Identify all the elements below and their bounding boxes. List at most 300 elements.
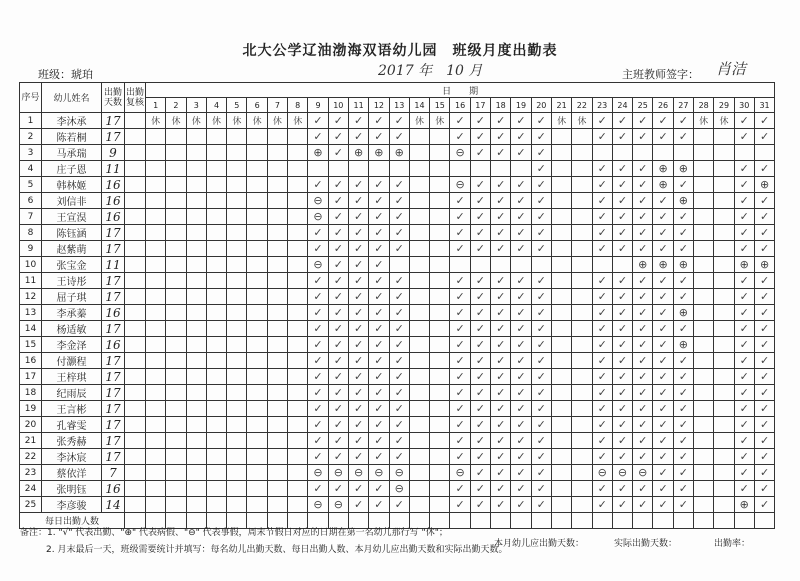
day-header-17: 17	[470, 98, 490, 113]
present-mark: ✓	[734, 241, 754, 257]
attendance-cell	[450, 257, 470, 273]
present-mark: ✓	[511, 273, 531, 289]
attendance-cell	[308, 161, 328, 177]
attendance-cell	[694, 337, 714, 353]
attendance-cell	[572, 241, 592, 257]
child-row	[20, 417, 775, 433]
present-mark: ✓	[531, 289, 551, 305]
attendance-cell	[288, 369, 308, 385]
attendance-cell	[409, 145, 429, 161]
attendance-cell	[430, 497, 450, 513]
attendance-cell	[430, 273, 450, 289]
child-name: 王宣淏	[42, 209, 102, 225]
present-mark: ✓	[450, 337, 470, 353]
child-name: 杨适敏	[42, 321, 102, 337]
present-mark: ✓	[308, 113, 328, 129]
present-mark: ✓	[470, 465, 490, 481]
present-mark: ✓	[450, 129, 470, 145]
child-return-check	[125, 321, 146, 337]
present-mark: ✓	[734, 369, 754, 385]
month-date: 2017 年 10 月	[378, 63, 483, 79]
attendance-cell	[166, 225, 186, 241]
attendance-cell	[531, 257, 551, 273]
attendance-cell	[572, 369, 592, 385]
attendance-cell	[166, 289, 186, 305]
present-mark: ✓	[369, 289, 389, 305]
present-mark: ✓	[531, 225, 551, 241]
rest-day-mark: 休	[146, 113, 166, 129]
child-return-check	[125, 161, 146, 177]
present-mark: ✓	[328, 353, 348, 369]
child-index: 21	[20, 433, 42, 449]
present-mark: ✓	[470, 113, 490, 129]
attendance-cell	[694, 193, 714, 209]
present-mark: ✓	[531, 337, 551, 353]
attendance-cell	[409, 385, 429, 401]
child-index: 7	[20, 209, 42, 225]
day-header-8: 8	[288, 98, 308, 113]
present-mark: ✓	[348, 113, 368, 129]
present-mark: ✓	[653, 321, 673, 337]
child-row	[20, 225, 775, 241]
present-mark: ✓	[328, 401, 348, 417]
header-return-check: 出勤复核	[125, 83, 146, 113]
present-mark: ✓	[754, 113, 774, 129]
present-mark: ✓	[328, 209, 348, 225]
present-mark: ✓	[633, 353, 653, 369]
present-mark: ✓	[592, 433, 612, 449]
attendance-cell	[206, 145, 226, 161]
child-attendance-days: 16	[102, 193, 125, 209]
attendance-cell	[288, 241, 308, 257]
present-mark: ✓	[734, 401, 754, 417]
present-mark: ✓	[369, 273, 389, 289]
present-mark: ✓	[450, 305, 470, 321]
sick-leave-mark: ⊕	[348, 145, 368, 161]
attendance-cell	[754, 145, 774, 161]
day-header-7: 7	[267, 98, 287, 113]
child-row	[20, 273, 775, 289]
present-mark: ✓	[389, 417, 409, 433]
child-name: 张明钰	[42, 481, 102, 497]
child-name: 马承瑞	[42, 145, 102, 161]
present-mark: ✓	[592, 481, 612, 497]
attendance-cell	[369, 161, 389, 177]
attendance-cell	[551, 449, 571, 465]
attendance-cell	[186, 449, 206, 465]
present-mark: ✓	[348, 257, 368, 273]
child-attendance-days: 17	[102, 113, 125, 129]
attendance-cell	[714, 417, 734, 433]
attendance-cell	[227, 273, 247, 289]
child-name: 王诗彤	[42, 273, 102, 289]
present-mark: ✓	[612, 113, 632, 129]
daily-total-cell	[734, 513, 754, 529]
child-row	[20, 497, 775, 513]
day-header-10: 10	[328, 98, 348, 113]
present-mark: ✓	[450, 369, 470, 385]
child-name: 屈子琪	[42, 289, 102, 305]
header-attendance-days: 出勤天数	[102, 83, 125, 113]
attendance-cell	[409, 353, 429, 369]
present-mark: ✓	[673, 449, 693, 465]
attendance-cell	[409, 433, 429, 449]
attendance-cell	[328, 161, 348, 177]
attendance-cell	[572, 273, 592, 289]
present-mark: ✓	[673, 481, 693, 497]
note-due-days: 本月幼儿应出勤天数：	[494, 539, 585, 549]
day-header-29: 29	[714, 98, 734, 113]
attendance-cell	[714, 273, 734, 289]
present-mark: ✓	[592, 353, 612, 369]
present-mark: ✓	[450, 353, 470, 369]
present-mark: ✓	[673, 209, 693, 225]
present-mark: ✓	[633, 321, 653, 337]
present-mark: ✓	[470, 417, 490, 433]
attendance-cell	[206, 417, 226, 433]
attendance-cell	[572, 353, 592, 369]
attendance-cell	[166, 369, 186, 385]
attendance-cell	[206, 161, 226, 177]
present-mark: ✓	[734, 177, 754, 193]
attendance-cell	[288, 449, 308, 465]
present-mark: ✓	[734, 113, 754, 129]
attendance-cell	[572, 129, 592, 145]
present-mark: ✓	[470, 449, 490, 465]
present-mark: ✓	[511, 129, 531, 145]
day-header-3: 3	[186, 98, 206, 113]
present-mark: ✓	[511, 465, 531, 481]
present-mark: ✓	[653, 129, 673, 145]
present-mark: ✓	[348, 385, 368, 401]
present-mark: ✓	[491, 305, 511, 321]
present-mark: ✓	[754, 225, 774, 241]
present-mark: ✓	[511, 417, 531, 433]
child-index: 9	[20, 241, 42, 257]
daily-total-cell	[531, 513, 551, 529]
attendance-cell	[430, 401, 450, 417]
present-mark: ✓	[328, 193, 348, 209]
attendance-cell	[267, 417, 287, 433]
personal-leave-mark: ⊖	[308, 209, 328, 225]
attendance-cell	[572, 337, 592, 353]
present-mark: ✓	[653, 209, 673, 225]
attendance-cell	[247, 433, 267, 449]
header-date-group: 日 期	[146, 83, 775, 98]
present-mark: ✓	[633, 241, 653, 257]
attendance-cell	[572, 433, 592, 449]
attendance-cell	[166, 129, 186, 145]
daily-total-cell	[511, 513, 531, 529]
present-mark: ✓	[348, 305, 368, 321]
day-header-5: 5	[227, 98, 247, 113]
present-mark: ✓	[328, 289, 348, 305]
present-mark: ✓	[633, 497, 653, 513]
child-name: 陈钰涵	[42, 225, 102, 241]
present-mark: ✓	[633, 481, 653, 497]
child-row	[20, 289, 775, 305]
attendance-cell	[267, 497, 287, 513]
attendance-cell	[146, 273, 166, 289]
attendance-cell	[430, 225, 450, 241]
attendance-cell	[633, 145, 653, 161]
present-mark: ✓	[754, 193, 774, 209]
present-mark: ✓	[328, 241, 348, 257]
daily-total-cell	[470, 513, 490, 529]
present-mark: ✓	[308, 225, 328, 241]
child-return-check	[125, 465, 146, 481]
attendance-cell	[186, 481, 206, 497]
attendance-cell	[288, 225, 308, 241]
present-mark: ✓	[612, 241, 632, 257]
attendance-cell	[146, 417, 166, 433]
present-mark: ✓	[653, 465, 673, 481]
present-mark: ✓	[511, 113, 531, 129]
attendance-cell	[227, 369, 247, 385]
child-row	[20, 401, 775, 417]
attendance-cell	[409, 289, 429, 305]
attendance-cell	[491, 161, 511, 177]
attendance-cell	[572, 449, 592, 465]
day-header-28: 28	[694, 98, 714, 113]
present-mark: ✓	[592, 321, 612, 337]
attendance-cell	[206, 177, 226, 193]
attendance-cell	[186, 241, 206, 257]
attendance-cell	[166, 161, 186, 177]
attendance-cell	[430, 145, 450, 161]
present-mark: ✓	[328, 321, 348, 337]
sick-leave-mark: ⊕	[673, 257, 693, 273]
attendance-cell	[186, 129, 206, 145]
present-mark: ✓	[450, 449, 470, 465]
present-mark: ✓	[511, 193, 531, 209]
present-mark: ✓	[754, 321, 774, 337]
child-row	[20, 145, 775, 161]
attendance-cell	[572, 209, 592, 225]
attendance-cell	[267, 321, 287, 337]
child-name: 刘信非	[42, 193, 102, 209]
present-mark: ✓	[653, 401, 673, 417]
present-mark: ✓	[308, 385, 328, 401]
personal-leave-mark: ⊖	[450, 177, 470, 193]
note-line-1: 备注：1. "√" 代表出勤、"⊕" 代表病假、"⊖" 代表事假，周末节假日对应的日期在第一名幼儿那行写 "休"；	[20, 528, 448, 538]
present-mark: ✓	[470, 401, 490, 417]
present-mark: ✓	[348, 321, 368, 337]
attendance-cell	[714, 369, 734, 385]
attendance-cell	[227, 129, 247, 145]
present-mark: ✓	[531, 145, 551, 161]
child-return-check	[125, 193, 146, 209]
present-mark: ✓	[754, 497, 774, 513]
attendance-cell	[714, 465, 734, 481]
present-mark: ✓	[734, 129, 754, 145]
present-mark: ✓	[348, 417, 368, 433]
attendance-cell	[247, 241, 267, 257]
present-mark: ✓	[734, 449, 754, 465]
present-mark: ✓	[308, 321, 328, 337]
attendance-cell	[694, 465, 714, 481]
personal-leave-mark: ⊖	[450, 145, 470, 161]
child-attendance-days: 7	[102, 465, 125, 481]
child-name: 赵紫萌	[42, 241, 102, 257]
attendance-cell	[430, 321, 450, 337]
attendance-cell	[430, 193, 450, 209]
present-mark: ✓	[734, 193, 754, 209]
attendance-cell	[694, 145, 714, 161]
attendance-cell	[653, 145, 673, 161]
attendance-cell	[146, 481, 166, 497]
attendance-cell	[551, 497, 571, 513]
attendance-cell	[409, 337, 429, 353]
present-mark: ✓	[592, 129, 612, 145]
daily-total-cell	[491, 513, 511, 529]
present-mark: ✓	[389, 209, 409, 225]
present-mark: ✓	[531, 481, 551, 497]
attendance-cell	[551, 225, 571, 241]
attendance-cell	[206, 129, 226, 145]
attendance-cell	[288, 129, 308, 145]
child-attendance-days: 16	[102, 481, 125, 497]
present-mark: ✓	[612, 449, 632, 465]
attendance-cell	[694, 177, 714, 193]
present-mark: ✓	[734, 417, 754, 433]
day-header-11: 11	[348, 98, 368, 113]
attendance-cell	[227, 401, 247, 417]
attendance-cell	[288, 353, 308, 369]
present-mark: ✓	[348, 129, 368, 145]
present-mark: ✓	[754, 385, 774, 401]
attendance-cell	[288, 481, 308, 497]
present-mark: ✓	[389, 289, 409, 305]
present-mark: ✓	[531, 113, 551, 129]
present-mark: ✓	[369, 385, 389, 401]
attendance-cell	[572, 177, 592, 193]
child-attendance-days: 9	[102, 145, 125, 161]
present-mark: ✓	[633, 433, 653, 449]
present-mark: ✓	[470, 209, 490, 225]
attendance-cell	[551, 321, 571, 337]
present-mark: ✓	[308, 401, 328, 417]
attendance-cell	[551, 417, 571, 433]
rest-day-mark: 休	[288, 113, 308, 129]
attendance-cell	[206, 433, 226, 449]
present-mark: ✓	[734, 465, 754, 481]
attendance-cell	[186, 273, 206, 289]
rest-day-mark: 休	[186, 113, 206, 129]
present-mark: ✓	[754, 481, 774, 497]
sick-leave-mark: ⊕	[653, 161, 673, 177]
attendance-cell	[714, 433, 734, 449]
attendance-cell	[186, 417, 206, 433]
attendance-cell	[288, 433, 308, 449]
child-attendance-days: 17	[102, 129, 125, 145]
present-mark: ✓	[531, 305, 551, 321]
attendance-cell	[206, 353, 226, 369]
present-mark: ✓	[511, 209, 531, 225]
present-mark: ✓	[592, 337, 612, 353]
attendance-cell	[206, 449, 226, 465]
child-index: 25	[20, 497, 42, 513]
present-mark: ✓	[612, 401, 632, 417]
attendance-cell	[186, 433, 206, 449]
attendance-cell	[430, 177, 450, 193]
child-index: 22	[20, 449, 42, 465]
attendance-table	[19, 82, 775, 529]
attendance-cell	[146, 241, 166, 257]
present-mark: ✓	[369, 193, 389, 209]
attendance-cell	[409, 449, 429, 465]
child-row	[20, 385, 775, 401]
personal-leave-mark: ⊖	[308, 257, 328, 273]
present-mark: ✓	[754, 241, 774, 257]
present-mark: ✓	[673, 417, 693, 433]
attendance-cell	[146, 289, 166, 305]
attendance-cell	[673, 145, 693, 161]
attendance-cell	[430, 241, 450, 257]
present-mark: ✓	[612, 385, 632, 401]
present-mark: ✓	[633, 209, 653, 225]
attendance-cell	[166, 257, 186, 273]
present-mark: ✓	[348, 241, 368, 257]
attendance-cell	[551, 337, 571, 353]
present-mark: ✓	[389, 433, 409, 449]
present-mark: ✓	[531, 433, 551, 449]
child-return-check	[125, 433, 146, 449]
attendance-cell	[206, 401, 226, 417]
attendance-cell	[288, 193, 308, 209]
attendance-cell	[206, 321, 226, 337]
attendance-cell	[511, 257, 531, 273]
attendance-cell	[166, 337, 186, 353]
attendance-cell	[247, 305, 267, 321]
present-mark: ✓	[348, 337, 368, 353]
attendance-cell	[267, 129, 287, 145]
sheet-title: 北大公学辽油渤海双语幼儿园 班级月度出勤表	[242, 43, 558, 59]
attendance-cell	[572, 289, 592, 305]
present-mark: ✓	[511, 449, 531, 465]
attendance-cell	[267, 433, 287, 449]
child-return-check	[125, 241, 146, 257]
attendance-cell	[186, 193, 206, 209]
header-index: 序号	[20, 83, 42, 113]
present-mark: ✓	[491, 209, 511, 225]
present-mark: ✓	[612, 273, 632, 289]
attendance-cell	[430, 257, 450, 273]
present-mark: ✓	[612, 177, 632, 193]
attendance-cell	[146, 497, 166, 513]
present-mark: ✓	[389, 113, 409, 129]
present-mark: ✓	[592, 273, 612, 289]
attendance-cell	[288, 257, 308, 273]
attendance-cell	[694, 417, 714, 433]
present-mark: ✓	[673, 465, 693, 481]
attendance-cell	[166, 497, 186, 513]
child-name: 陈若桐	[42, 129, 102, 145]
attendance-cell	[551, 177, 571, 193]
attendance-cell	[288, 161, 308, 177]
attendance-cell	[267, 465, 287, 481]
attendance-cell	[247, 289, 267, 305]
attendance-cell	[166, 449, 186, 465]
attendance-cell	[694, 289, 714, 305]
child-row	[20, 481, 775, 497]
child-attendance-days: 17	[102, 353, 125, 369]
attendance-cell	[288, 465, 308, 481]
attendance-cell	[348, 161, 368, 177]
present-mark: ✓	[470, 353, 490, 369]
present-mark: ✓	[389, 449, 409, 465]
attendance-cell	[267, 273, 287, 289]
